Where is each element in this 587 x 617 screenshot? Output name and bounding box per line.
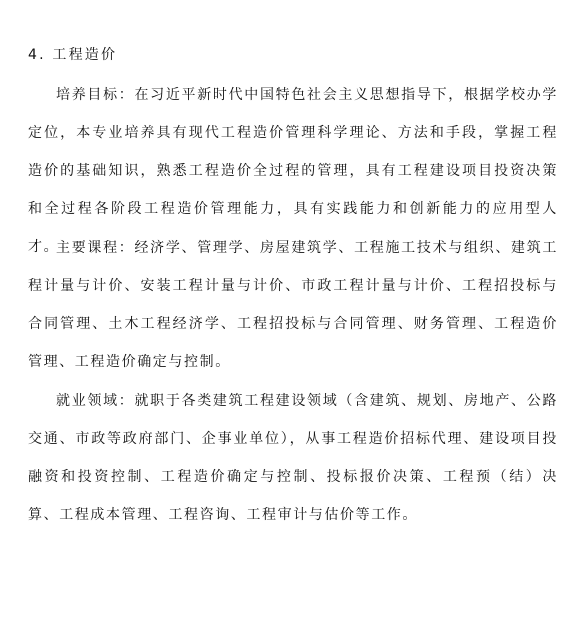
main-courses-paragraph: 主要课程：经济学、管理学、房屋建筑学、工程施工技术与组织、建筑工程计量与计价、安装工程计量与计价、市政工程计量与计价、工程招投标与合同管理、土木工程经济学、工程招投标与合同管理、财务管理、工程造价管理、工程造价确定与控制。 (28, 240, 558, 370)
section-heading: 4. 工程造价 (28, 47, 118, 63)
training-goal-paragraph: 培养目标：在习近平新时代中国特色社会主义思想指导下，根据学校办学定位，本专业培养具有现代工程造价管理科学理论、方法和手段，掌握工程造价的基础知识，熟悉工程造价全过程的管理，具有工程建设项目投资决策和全过程各阶段工程造价管理能力，具有实践能力和创新能力的应用型人才。 (28, 87, 558, 255)
employment-field-paragraph: 就业领域：就职于各类建筑工程建设领域（含建筑、规划、房地产、公路交通、市政等政府部门、企事业单位），从事工程造价招标代理、建设项目投融资和投资控制、工程造价确定与控制、投标报价决策、工程预（结）决算、工程成本管理、工程咨询、工程审计与估价等工作。 (28, 393, 558, 523)
